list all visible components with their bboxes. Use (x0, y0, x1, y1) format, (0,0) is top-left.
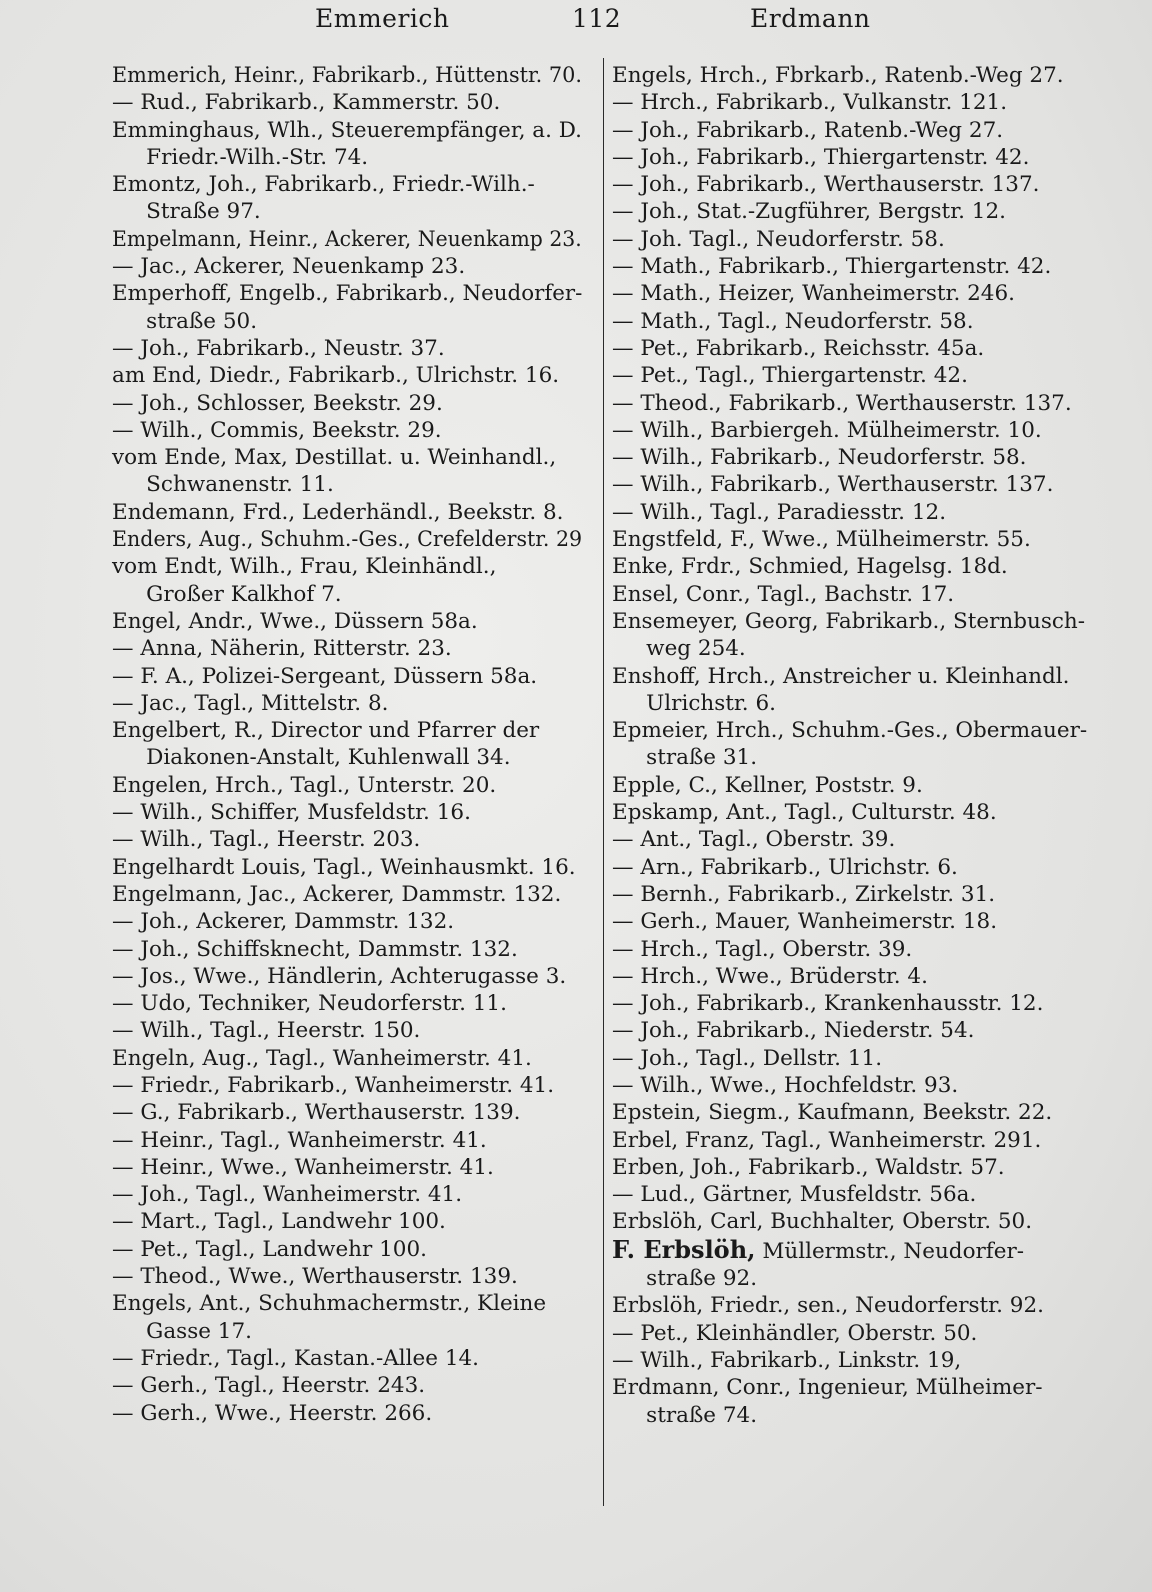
directory-entry: — Joh., Stat.-Zugführer, Bergstr. 12. (612, 199, 1006, 225)
directory-entry: — Gerh., Wwe., Heerstr. 266. (112, 1400, 433, 1426)
directory-entry: — G., Fabrikarb., Werthauserstr. 139. (112, 1100, 521, 1126)
directory-entry: — Rud., Fabrikarb., Kammerstr. 50. (112, 90, 501, 116)
directory-entry: Erbslöh, Friedr., sen., Neudorferstr. 92. (612, 1293, 1044, 1319)
directory-entry: Engelen, Hrch., Tagl., Unterstr. 20. (112, 772, 497, 798)
directory-entry: straße 74. (612, 1402, 758, 1428)
directory-entry: vom Endt, Wilh., Frau, Kleinhändl., (112, 554, 497, 580)
directory-entry: — Joh. Tagl., Neudorferstr. 58. (612, 226, 945, 252)
directory-entry: — Jac., Ackerer, Neuenkamp 23. (112, 254, 466, 280)
directory-entry: — Gerh., Tagl., Heerstr. 243. (112, 1373, 426, 1399)
directory-entry: — Mart., Tagl., Landwehr 100. (112, 1209, 446, 1235)
directory-entry: Enke, Frdr., Schmied, Hagelsg. 18d. (612, 554, 1008, 580)
directory-entry: — Wilh., Barbiergeh. Mülheimerstr. 10. (612, 417, 1042, 443)
directory-entry: — Wilh., Schiffer, Musfeldstr. 16. (112, 800, 471, 826)
directory-entry: — Joh., Fabrikarb., Ratenb.-Weg 27. (612, 117, 1004, 143)
directory-entry: Engels, Hrch., Fbrkarb., Ratenb.-Weg 27. (612, 63, 1064, 88)
directory-entry: Großer Kalkhof 7. (112, 581, 342, 607)
directory-entry: — F. A., Polizei-Sergeant, Düssern 58a. (112, 663, 538, 689)
directory-entry: Schwanenstr. 11. (112, 472, 334, 498)
directory-entry: — Bernh., Fabrikarb., Zirkelstr. 31. (612, 881, 996, 907)
directory-entry: — Pet., Tagl., Landwehr 100. (112, 1236, 427, 1262)
directory-entry: — Ant., Tagl., Oberstr. 39. (612, 827, 896, 853)
directory-entry: Erbel, Franz, Tagl., Wanheimerstr. 291. (612, 1127, 1042, 1153)
column-divider (603, 58, 604, 1506)
directory-entry: — Hrch., Wwe., Brüderstr. 4. (612, 963, 928, 989)
directory-entry: Gasse 17. (112, 1318, 252, 1344)
directory-entry: — Udo, Techniker, Neudorferstr. 11. (112, 991, 507, 1017)
directory-entry: straße 31. (612, 745, 758, 771)
directory-entry: — Wilh., Wwe., Hochfeldstr. 93. (612, 1072, 959, 1098)
directory-entry: Endemann, Frd., Lederhändl., Beekstr. 8. (112, 499, 564, 525)
directory-entry: Ensemeyer, Georg, Fabrikarb., Sternbusch- (612, 608, 1086, 634)
left-column (112, 62, 582, 1427)
directory-entry: — Joh., Fabrikarb., Krankenhausstr. 12. (612, 991, 1044, 1017)
directory-entry: — Wilh., Tagl., Heerstr. 203. (112, 827, 421, 853)
directory-entry: Ulrichstr. 6. (612, 690, 776, 716)
directory-entry: Engeln, Aug., Tagl., Wanheimerstr. 41. (112, 1045, 532, 1071)
directory-entry: — Joh., Tagl., Dellstr. 11. (612, 1045, 883, 1071)
directory-entry: Engstfeld, F., Wwe., Mülheimerstr. 55. (612, 527, 1031, 553)
directory-entry: weg 254. (612, 636, 746, 662)
directory-entry: Epstein, Siegm., Kaufmann, Beekstr. 22. (612, 1100, 1053, 1126)
directory-entry: Epmeier, Hrch., Schuhm.-Ges., Obermauer- (612, 718, 1088, 744)
directory-entry: Empelmann, Heinr., Ackerer, Neuenkamp 23. (112, 226, 582, 252)
directory-entry: Ensel, Conr., Tagl., Bachstr. 17. (612, 581, 955, 607)
directory-entry: — Wilh., Tagl., Heerstr. 150. (112, 1018, 421, 1044)
directory-entry: — Math., Fabrikarb., Thiergartenstr. 42. (612, 254, 1052, 280)
page-number: 112 (572, 4, 622, 33)
directory-entry: — Theod., Fabrikarb., Werthauserstr. 137. (612, 390, 1072, 416)
directory-entry: — Joh., Fabrikarb., Niederstr. 54. (612, 1018, 975, 1044)
directory-entry: — Arn., Fabrikarb., Ulrichstr. 6. (612, 854, 958, 880)
directory-entry: Enshoff, Hrch., Anstreicher u. Kleinhandl. (612, 663, 1070, 689)
directory-entry: — Lud., Gärtner, Musfeldstr. 56a. (612, 1182, 977, 1208)
directory-entry: Erben, Joh., Fabrikarb., Waldstr. 57. (612, 1154, 1005, 1180)
header-last-name: Erdmann (750, 4, 871, 33)
directory-entry: Enders, Aug., Schuhm.-Ges., Crefelderstr. 29 (112, 527, 583, 553)
directory-entry: Engelhardt Louis, Tagl., Weinhausmkt. 16. (112, 854, 576, 880)
directory-entry: — Friedr., Fabrikarb., Wanheimerstr. 41. (112, 1072, 555, 1098)
directory-entry: Engel, Andr., Wwe., Düssern 58a. (112, 608, 478, 634)
directory-entry: — Heinr., Tagl., Wanheimerstr. 41. (112, 1127, 487, 1153)
directory-entry: — Hrch., Fabrikarb., Vulkanstr. 121. (612, 90, 1008, 116)
directory-entry: Engelbert, R., Director und Pfarrer der (112, 718, 540, 744)
directory-entry: Epskamp, Ant., Tagl., Culturstr. 48. (612, 800, 997, 826)
page-header (0, 2, 1152, 42)
directory-entry: — Friedr., Tagl., Kastan.-Allee 14. (112, 1345, 480, 1371)
directory-entry: — Joh., Schiffsknecht, Dammstr. 132. (112, 936, 518, 962)
directory-entry: Epple, C., Kellner, Poststr. 9. (612, 772, 923, 798)
directory-entry: — Joh., Fabrikarb., Neustr. 37. (112, 335, 445, 361)
directory-entry: — Hrch., Tagl., Oberstr. 39. (612, 936, 913, 962)
directory-entry: Erdmann, Conr., Ingenieur, Mülheimer- (612, 1375, 1043, 1401)
directory-entry: — Joh., Tagl., Wanheimerstr. 41. (112, 1182, 463, 1208)
header-first-name: Emmerich (315, 4, 450, 33)
directory-entry: — Joh., Fabrikarb., Thiergartenstr. 42. (612, 144, 1030, 170)
directory-entry: Engelmann, Jac., Ackerer, Dammstr. 132. (112, 881, 562, 907)
directory-entry: — Anna, Näherin, Ritterstr. 23. (112, 636, 452, 662)
right-column (612, 62, 1090, 1429)
bold-name: F. Erbslöh, (612, 1234, 756, 1264)
directory-entry: — Wilh., Tagl., Paradiesstr. 12. (612, 499, 947, 525)
directory-entry: — Wilh., Fabrikarb., Neudorferstr. 58. (612, 445, 1027, 471)
directory-entry: Emminghaus, Wlh., Steuerempfänger, a. D. (112, 117, 582, 143)
directory-entry: — Math., Heizer, Wanheimerstr. 246. (612, 281, 1015, 307)
directory-entry: — Jos., Wwe., Händlerin, Achterugasse 3. (112, 963, 567, 989)
directory-entry: Emmerich, Heinr., Fabrikarb., Hüttenstr. 70. (112, 63, 582, 88)
directory-entry: — Joh., Ackerer, Dammstr. 132. (112, 909, 455, 935)
directory-entry: — Pet., Tagl., Thiergartenstr. 42. (612, 363, 968, 389)
directory-entry: Erbslöh, Carl, Buchhalter, Oberstr. 50. (612, 1209, 1033, 1235)
directory-entry: Friedr.-Wilh.-Str. 74. (112, 144, 369, 170)
directory-entry: — Theod., Wwe., Werthauserstr. 139. (112, 1264, 518, 1290)
directory-entry: — Gerh., Mauer, Wanheimerstr. 18. (612, 909, 998, 935)
directory-entry: — Joh., Schlosser, Beekstr. 29. (112, 390, 443, 416)
directory-entry: straße 50. (112, 308, 258, 334)
directory-entry: — Math., Tagl., Neudorferstr. 58. (612, 308, 974, 334)
directory-entry: F. Erbslöh, Müllermstr., Neudorfer- (612, 1234, 1025, 1264)
directory-entry: straße 92. (612, 1266, 758, 1292)
directory-entry: — Wilh., Commis, Beekstr. 29. (112, 417, 442, 443)
directory-entry: — Pet., Kleinhändler, Oberstr. 50. (612, 1320, 978, 1346)
directory-entry: Diakonen-Anstalt, Kuhlenwall 34. (112, 745, 511, 771)
directory-entry: Emperhoff, Engelb., Fabrikarb., Neudorfer- (112, 281, 583, 307)
directory-entry: vom Ende, Max, Destillat. u. Weinhandl., (112, 445, 557, 471)
directory-entry: am End, Diedr., Fabrikarb., Ulrichstr. 16. (112, 363, 560, 389)
directory-entry: — Pet., Fabrikarb., Reichsstr. 45a. (612, 335, 985, 361)
directory-entry: Emontz, Joh., Fabrikarb., Friedr.-Wilh.- (112, 172, 535, 198)
directory-entry: Straße 97. (112, 199, 261, 225)
directory-entry: — Wilh., Fabrikarb., Linkstr. 19, (612, 1347, 962, 1373)
directory-entry: — Heinr., Wwe., Wanheimerstr. 41. (112, 1154, 494, 1180)
directory-entry: Engels, Ant., Schuhmachermstr., Kleine (112, 1291, 547, 1317)
directory-entry: — Wilh., Fabrikarb., Werthauserstr. 137. (612, 472, 1054, 498)
directory-entry: — Joh., Fabrikarb., Werthauserstr. 137. (612, 172, 1040, 198)
directory-entry: — Jac., Tagl., Mittelstr. 8. (112, 690, 389, 716)
